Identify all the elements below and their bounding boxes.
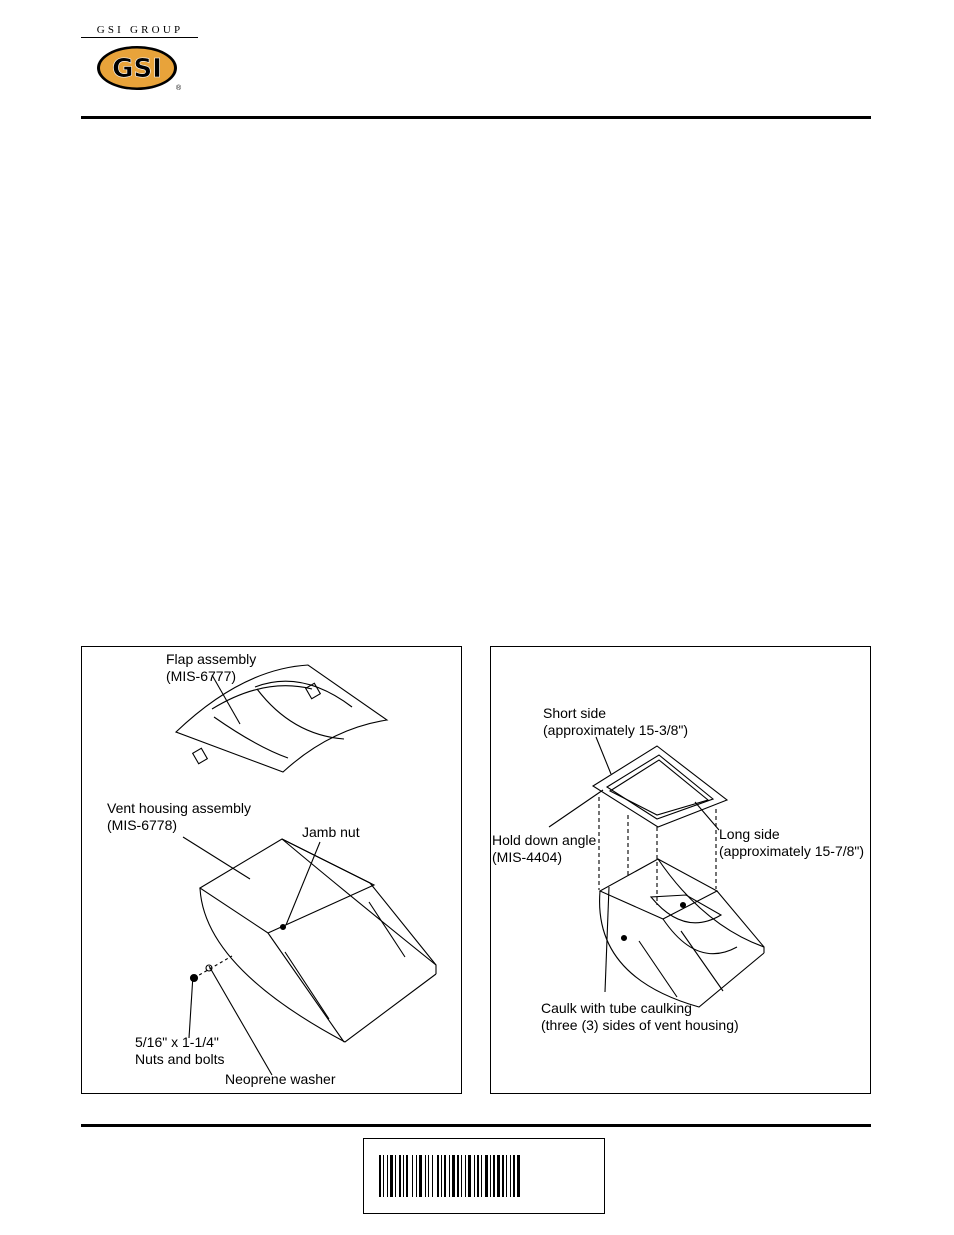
barcode-bar [403, 1155, 404, 1197]
housing-bolt [622, 936, 627, 941]
leader-short-side [596, 737, 611, 774]
housing-bottom [268, 933, 344, 1042]
label-caulk-sides: (three (3) sides of vent housing) [541, 1017, 739, 1033]
barcode-bar [497, 1155, 500, 1197]
angle-frame-outer [593, 746, 727, 827]
label-short-side: Short side [543, 705, 607, 721]
barcode-bar [481, 1155, 482, 1197]
barcode-bar [474, 1155, 475, 1197]
bolt-axis [194, 956, 232, 978]
label-vent-part: (MIS-6778) [107, 817, 178, 833]
barcode-bar [452, 1155, 455, 1197]
barcode-bar [449, 1155, 450, 1197]
housing-top [200, 839, 374, 933]
flap-fold [663, 919, 737, 954]
barcode-box [363, 1138, 605, 1214]
barcode-bar [406, 1155, 408, 1197]
leader-hold-down [549, 790, 603, 827]
barcode-bar [425, 1155, 426, 1197]
housing-inner-curve [282, 839, 436, 965]
flap-bar-1 [214, 717, 288, 758]
label-flap-part: (MIS-6777) [166, 668, 237, 684]
barcode-bar [395, 1155, 396, 1197]
flap-hinge-bottom [193, 748, 208, 763]
barcode-bar [416, 1155, 417, 1197]
barcode-bar [461, 1155, 462, 1197]
leader-vent [183, 837, 250, 879]
barcode-bar [441, 1155, 442, 1197]
barcode-bar [419, 1155, 422, 1197]
barcode-bar [444, 1155, 446, 1197]
barcode-bar [493, 1155, 495, 1197]
housing-slot-1 [639, 941, 677, 997]
housing-right [282, 839, 436, 974]
label-hold-down-angle: Hold down angle [492, 832, 597, 848]
barcode-bar [390, 1155, 393, 1197]
angle-frame-inner [607, 755, 713, 819]
registered-mark: ® [176, 85, 182, 92]
group-name: GSI GROUP [96, 24, 184, 36]
label-jamb-nut: Jamb nut [302, 824, 360, 840]
barcode-bar [383, 1155, 384, 1197]
barcode-bar [457, 1155, 459, 1197]
label-bolt-size: 5/16" x 1-1/4" [135, 1034, 219, 1050]
flap-nut [681, 903, 686, 908]
leader-jamb [286, 842, 320, 925]
leader-bolt [189, 975, 193, 1038]
barcode-bar [412, 1155, 413, 1197]
barcode-bar [502, 1155, 504, 1197]
label-flap-assembly: Flap assembly [166, 651, 257, 667]
label-short-side-dim: (approximately 15-3/8") [543, 722, 689, 738]
group-name-underline [81, 37, 198, 38]
label-long-side: Long side [719, 826, 780, 842]
header-rule [81, 116, 871, 119]
vent-assembly-drawing [82, 647, 461, 1093]
label-hold-down-part: (MIS-4404) [492, 849, 563, 865]
label-long-side-dim: (approximately 15-7/8") [719, 843, 865, 859]
flap-crease-1 [212, 686, 312, 709]
barcode-bar [510, 1155, 511, 1197]
barcode-bar [468, 1155, 471, 1197]
barcode-bar [485, 1155, 488, 1197]
housing-slot-1 [285, 952, 329, 1019]
barcode-bar [513, 1155, 515, 1197]
barcode-bar [465, 1155, 466, 1197]
housing-slot-2 [369, 902, 405, 957]
angle-frame-lip [610, 760, 708, 815]
barcode-bar [517, 1155, 520, 1197]
jamb-nut-dot [281, 925, 286, 930]
barcode-bar [490, 1155, 491, 1197]
figure-panel-left [81, 646, 462, 1094]
label-caulk: Caulk with tube caulking [541, 1000, 692, 1016]
barcode-bar [506, 1155, 507, 1197]
barcode-bar [379, 1155, 381, 1197]
label-vent-housing: Vent housing assembly [107, 800, 251, 816]
barcode-bar [387, 1155, 388, 1197]
housing-slot-2 [681, 931, 723, 991]
barcode [379, 1155, 591, 1197]
leader-long-side [695, 802, 719, 830]
barcode-bar [399, 1155, 401, 1197]
label-nuts-bolts: Nuts and bolts [135, 1051, 225, 1067]
barcode-bar [432, 1155, 433, 1197]
flap-bar-2 [257, 689, 344, 739]
label-neoprene-washer: Neoprene washer [225, 1071, 336, 1087]
figure-panel-right [490, 646, 871, 1094]
barcode-bar [437, 1155, 439, 1197]
housing-left-curve [600, 891, 764, 1007]
footer-rule [81, 1124, 871, 1127]
barcode-bar [477, 1155, 479, 1197]
logo-text: GSI [112, 54, 162, 84]
gsi-logo [96, 44, 182, 92]
barcode-bar [428, 1155, 429, 1197]
housing-top [600, 859, 717, 919]
